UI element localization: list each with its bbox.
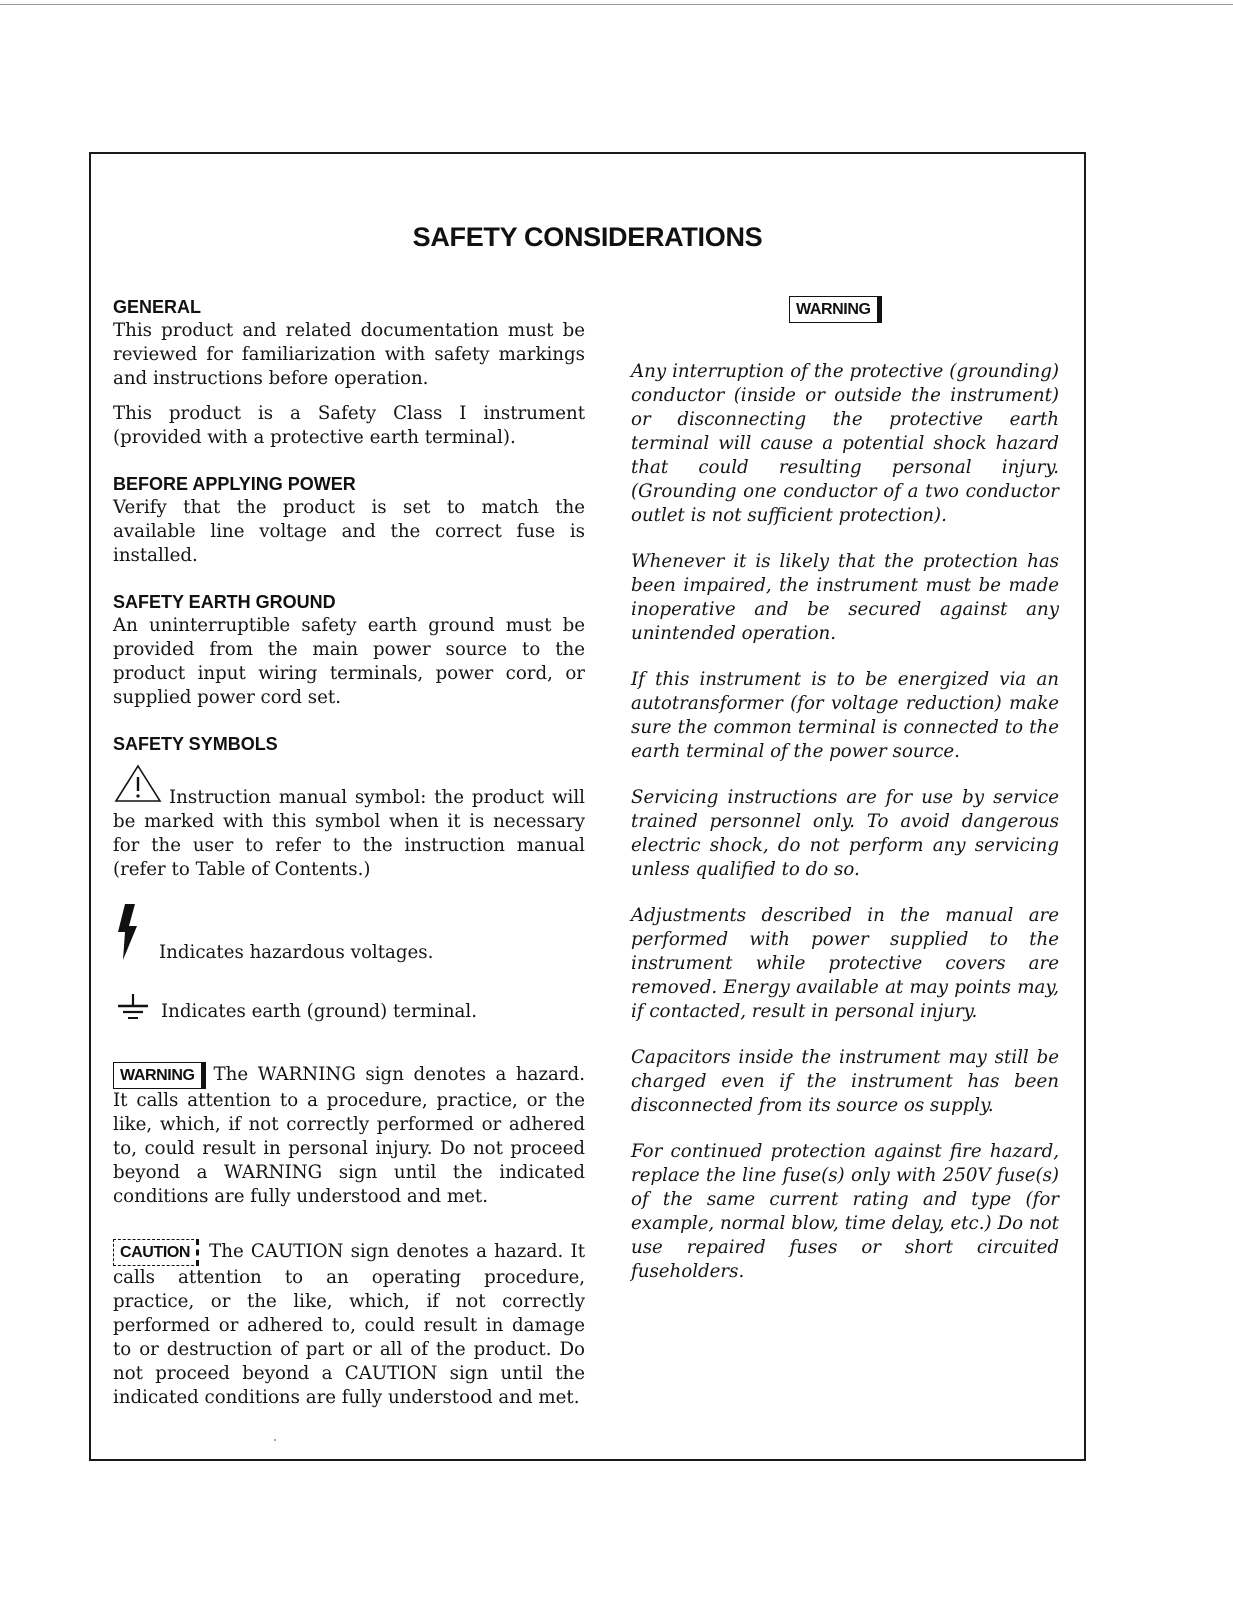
caution-triangle-icon bbox=[113, 763, 163, 810]
ground-symbol-row bbox=[113, 993, 585, 1030]
caution-badge: CAUTION bbox=[113, 1239, 199, 1266]
manual-symbol-description bbox=[113, 763, 585, 882]
warning-badge-left: WARNING bbox=[113, 1062, 206, 1089]
section-safety-symbols bbox=[113, 733, 585, 1410]
lightning-bolt-icon bbox=[113, 902, 149, 969]
manual-symbol-text: Instruction manual symbol: the product will be marked with this symbol when it is necessary for the user to refer to the instruction manual (refer to Table of Contents.) bbox=[113, 787, 585, 880]
caution-sign-description bbox=[113, 1239, 585, 1410]
general-paragraph-1: This product and related documentation must be reviewed for familiarization with safety markings and instructions before operation. bbox=[113, 320, 585, 389]
section-before-applying-power bbox=[113, 473, 585, 568]
warning-paragraph-7: For continued protection against fire hazard, replace the line fuse(s) only with 250V fuse(s) of the same current rating and type (for example, normal blow, time delay, etc.) Do not use repaired fuses or short circuited fuseholders. bbox=[631, 1141, 1059, 1282]
earth-ground-icon bbox=[113, 993, 153, 1030]
section-general bbox=[113, 296, 585, 450]
warning-sign-text: The WARNING sign denotes a hazard. It calls attention to a procedure, practice, or the like, which, if not correctly performed or adhered to, could result in personal injury. Do not proceed beyond a WARNING sign until the indicated conditions are fully understood and met. bbox=[113, 1064, 585, 1207]
section-safety-earth-ground bbox=[113, 591, 585, 710]
voltage-symbol-text: Indicates hazardous voltages. bbox=[159, 942, 434, 963]
warning-paragraph-4: Servicing instructions are for use by service trained personnel only. To avoid dangerous electric shock, do not perform any servicing unless qualified to do so. bbox=[631, 787, 1059, 880]
general-paragraph-2: This product is a Safety Class I instrument (provided with a protective earth terminal). bbox=[113, 403, 585, 448]
warning-paragraph-1: Any interruption of the protective (grounding) conductor (inside or outside the instrument) or disconnecting the protective earth terminal will cause a potential shock hazard that could resulting personal injury. (Grounding one conductor of a two conductor outlet is not sufficient protection). bbox=[631, 361, 1059, 526]
warning-sign-description bbox=[113, 1062, 585, 1209]
earth-ground-heading: SAFETY EARTH GROUND bbox=[113, 592, 336, 612]
scan-speck bbox=[274, 1439, 276, 1441]
top-rule bbox=[0, 4, 1233, 5]
page-title: SAFETY CONSIDERATIONS bbox=[412, 222, 763, 252]
right-column bbox=[631, 296, 1059, 1284]
warning-paragraph-3: If this instrument is to be energized via an autotransformer (for voltage reduction) make sure the common terminal is connected to the earth terminal of the power source. bbox=[631, 669, 1059, 762]
earth-ground-paragraph: An uninterruptible safety earth ground must be provided from the main power source to the product input wiring terminals, power cord, or supplied power cord set. bbox=[113, 615, 585, 708]
warning-badge-right: WARNING bbox=[789, 296, 882, 323]
warning-paragraph-6: Capacitors inside the instrument may still be charged even if the instrument has been disconnected from its source os supply. bbox=[631, 1047, 1059, 1116]
warning-paragraph-5: Adjustments described in the manual are performed with power supplied to the instrument while protective covers are removed. Energy available at may points may, if contacted, result in personal injury. bbox=[631, 905, 1059, 1022]
voltage-symbol-row bbox=[113, 902, 585, 969]
safety-symbols-heading: SAFETY SYMBOLS bbox=[113, 734, 278, 754]
ground-symbol-text: Indicates earth (ground) terminal. bbox=[161, 1000, 477, 1022]
safety-page-frame bbox=[89, 152, 1086, 1461]
before-power-paragraph: Verify that the product is set to match the available line voltage and the correct fuse is installed. bbox=[113, 497, 585, 566]
before-power-heading: BEFORE APPLYING POWER bbox=[113, 474, 356, 494]
left-column bbox=[113, 296, 585, 1410]
warning-badge-wrapper bbox=[631, 296, 1059, 323]
general-heading: GENERAL bbox=[113, 297, 202, 317]
warning-paragraph-2: Whenever it is likely that the protection has been impaired, the instrument must be made inoperative and be secured against any unintended operation. bbox=[631, 551, 1059, 644]
caution-sign-text: The CAUTION sign denotes a hazard. It calls attention to an operating procedure, practice, or the like, which, if not correctly performed or adhered to, could result in damage to or destruction of part or all of the product. Do not proceed beyond a CAUTION sign until the indicated conditions are fully understood and met. bbox=[113, 1241, 585, 1408]
